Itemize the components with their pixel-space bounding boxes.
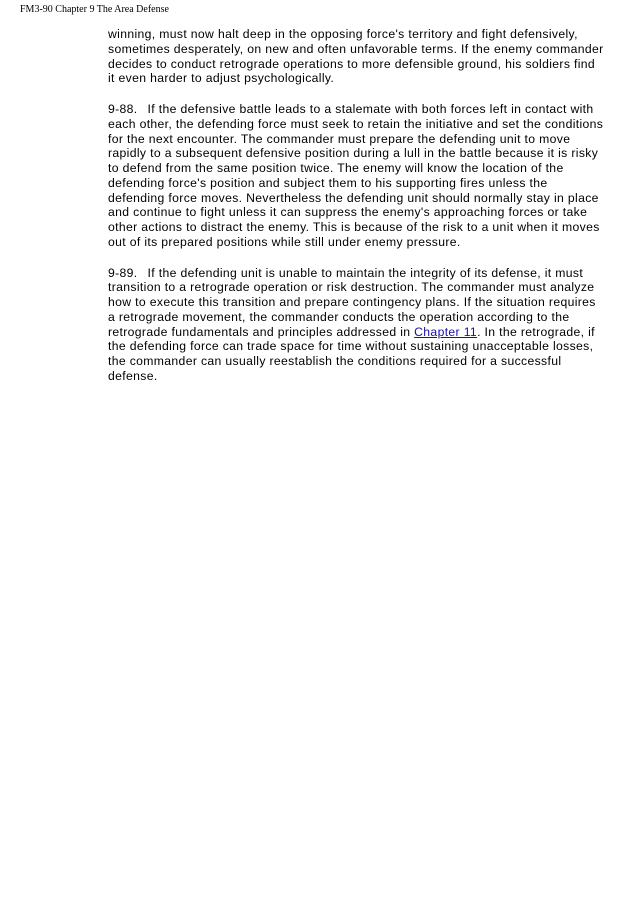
paragraph-text: . In the retrograde, if the defending force can trade space for time without sustaining unacceptable losses, the commander can usually reestablish the conditions required for a successful defense. <box>108 324 595 383</box>
paragraph-continuation <box>108 27 604 86</box>
document-body <box>108 27 604 400</box>
paragraph-text: If the defending unit is unable to maintain the integrity of its defense, it must transition to a retrograde operation or risk destruction. The commander must analyze how to execute this transition and prepare contingency plans. If the situation requires a retrograde movement, the commander conducts the operation according to the retrograde fundamentals and principles addressed in <box>108 265 596 339</box>
paragraph-text: winning, must now halt deep in the opposing force's territory and fight defensively, sometimes desperately, on new and often unfavorable terms. If the enemy commander decides to conduct retrograde operations to more defensible ground, his soldiers find it even harder to adjust psychologically. <box>108 27 604 86</box>
paragraph-9-89 <box>108 266 604 384</box>
paragraph-text: If the defensive battle leads to a stalemate with both forces left in contact with each other, the defending force must seek to retain the initiative and set the conditions for the next encounter. The commander must prepare the defending unit to move rapidly to a subsequent defensive position during a lull in the battle because it is risky to defend from the same position twice. The enemy will know the location of the defending force's position and subject them to his supporting fires unless the defending force moves. Nevertheless the defending unit should normally stay in place and continue to fight unless it can suppress the enemy's approaching forces or take other actions to distract the enemy. This is because of the risk to a unit when it moves out of its prepared positions while still under enemy pressure. <box>108 102 604 249</box>
page-header: FM3-90 Chapter 9 The Area Defense <box>20 4 169 15</box>
paragraph-number: 9-89. <box>108 265 138 280</box>
paragraph-9-88 <box>108 102 604 250</box>
chapter-11-link[interactable]: Chapter 11 <box>414 324 478 339</box>
paragraph-number: 9-88. <box>108 102 138 116</box>
